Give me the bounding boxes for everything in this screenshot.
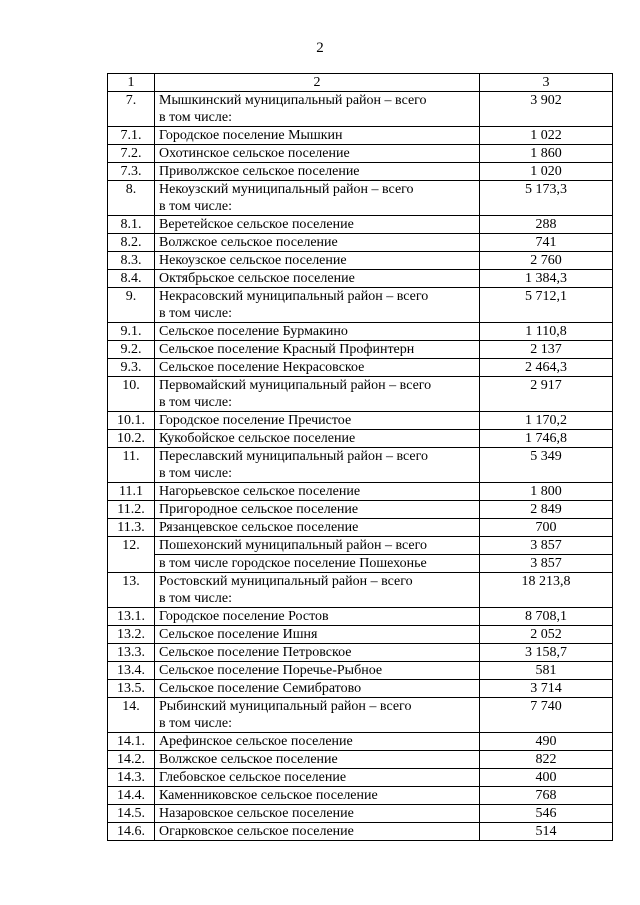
row-number: 14. xyxy=(108,698,155,733)
row-name xyxy=(155,145,480,163)
row-value: 18 213,8 xyxy=(480,573,613,608)
row-name xyxy=(155,127,480,145)
row-number: 14.5. xyxy=(108,805,155,823)
row-name-line: Волжское сельское поселение xyxy=(159,235,338,250)
table-row xyxy=(108,680,613,698)
row-number: 9.2. xyxy=(108,341,155,359)
row-number: 11.1 xyxy=(108,483,155,501)
row-number: 13.5. xyxy=(108,680,155,698)
row-number: 7.1. xyxy=(108,127,155,145)
row-name-line: Охотинское сельское поселение xyxy=(159,146,350,161)
table-row xyxy=(108,252,613,270)
row-name xyxy=(155,252,480,270)
table-row xyxy=(108,805,613,823)
table-row xyxy=(108,769,613,787)
table-row xyxy=(108,698,613,733)
row-value: 3 857 xyxy=(480,537,613,555)
row-number: 7.3. xyxy=(108,163,155,181)
row-name xyxy=(155,163,480,181)
row-name xyxy=(155,644,480,662)
table-row xyxy=(108,359,613,377)
row-name-line: Приволжское сельское поселение xyxy=(159,164,360,179)
row-name-line: в том числе: xyxy=(159,110,232,125)
row-name xyxy=(155,341,480,359)
row-value: 5 712,1 xyxy=(480,288,613,323)
row-name-line: в том числе: xyxy=(159,466,232,481)
row-value: 1 022 xyxy=(480,127,613,145)
row-value: 822 xyxy=(480,751,613,769)
row-number: 14.6. xyxy=(108,823,155,841)
header-col-3: 3 xyxy=(480,74,613,92)
row-name-line: Огарковское сельское поселение xyxy=(159,824,354,839)
row-value: 490 xyxy=(480,733,613,751)
row-name-line: Нагорьевское сельское поселение xyxy=(159,484,361,499)
row-name xyxy=(155,698,480,733)
header-col-1: 1 xyxy=(108,74,155,92)
row-number: 13. xyxy=(108,573,155,608)
row-name-line: Кукобойское сельское поселение xyxy=(159,431,356,446)
row-number: 12. xyxy=(108,537,155,573)
row-name xyxy=(155,92,480,127)
row-name xyxy=(155,377,480,412)
row-name-line: Арефинское сельское поселение xyxy=(159,734,353,749)
row-name-line: Сельское поселение Красный Профинтерн xyxy=(159,342,415,357)
row-value: 8 708,1 xyxy=(480,608,613,626)
row-name xyxy=(155,448,480,483)
row-name-line: Городское поселение Ростов xyxy=(159,609,329,624)
row-name xyxy=(155,216,480,234)
row-value: 400 xyxy=(480,769,613,787)
row-name xyxy=(155,323,480,341)
table-row xyxy=(108,92,613,127)
row-value: 2 464,3 xyxy=(480,359,613,377)
row-value: 5 173,3 xyxy=(480,181,613,216)
row-number: 13.1. xyxy=(108,608,155,626)
row-name-line: в том числе: xyxy=(159,199,232,214)
row-number: 13.3. xyxy=(108,644,155,662)
table-row xyxy=(108,644,613,662)
table-row xyxy=(108,519,613,537)
row-name xyxy=(155,680,480,698)
row-name xyxy=(155,823,480,841)
row-number: 7. xyxy=(108,92,155,127)
row-name-line: Мышкинский муниципальный район – всего xyxy=(159,93,427,108)
row-value: 3 902 xyxy=(480,92,613,127)
row-name-line: в том числе: xyxy=(159,395,232,410)
table-row xyxy=(108,288,613,323)
row-number: 7.2. xyxy=(108,145,155,163)
table-row xyxy=(108,234,613,252)
row-value: 1 384,3 xyxy=(480,270,613,288)
row-name-line: Некрасовский муниципальный район – всего xyxy=(159,289,429,304)
row-value: 741 xyxy=(480,234,613,252)
row-value: 1 170,2 xyxy=(480,412,613,430)
row-number: 9.3. xyxy=(108,359,155,377)
row-name-line: Некоузский муниципальный район – всего xyxy=(159,182,414,197)
row-name xyxy=(155,733,480,751)
table-row xyxy=(108,733,613,751)
row-value: 1 020 xyxy=(480,163,613,181)
row-number: 14.1. xyxy=(108,733,155,751)
table-row xyxy=(108,555,613,573)
row-name-line: Городское поселение Пречистое xyxy=(159,413,352,428)
row-name-line: Глебовское сельское поселение xyxy=(159,770,347,785)
row-number: 14.3. xyxy=(108,769,155,787)
row-name xyxy=(155,805,480,823)
row-name xyxy=(155,483,480,501)
row-value: 514 xyxy=(480,823,613,841)
row-number: 13.4. xyxy=(108,662,155,680)
row-value: 288 xyxy=(480,216,613,234)
table-row xyxy=(108,573,613,608)
row-value: 5 349 xyxy=(480,448,613,483)
row-value: 1 860 xyxy=(480,145,613,163)
row-name: в том числе городское поселение Пошехонье xyxy=(155,555,480,573)
row-name xyxy=(155,430,480,448)
row-name-line: в том числе: xyxy=(159,716,232,731)
row-value: 546 xyxy=(480,805,613,823)
table-row xyxy=(108,662,613,680)
table-row xyxy=(108,626,613,644)
row-name xyxy=(155,359,480,377)
row-name-line: Городское поселение Мышкин xyxy=(159,128,343,143)
row-value: 3 714 xyxy=(480,680,613,698)
row-value: 2 052 xyxy=(480,626,613,644)
row-name-line: Сельское поселение Поречье-Рыбное xyxy=(159,663,383,678)
row-number: 11.2. xyxy=(108,501,155,519)
row-number: 8.2. xyxy=(108,234,155,252)
row-number: 10.2. xyxy=(108,430,155,448)
table-row xyxy=(108,163,613,181)
row-name xyxy=(155,662,480,680)
row-number: 9. xyxy=(108,288,155,323)
table-row xyxy=(108,216,613,234)
page-number: 2 xyxy=(316,40,324,56)
row-number: 10. xyxy=(108,377,155,412)
row-name xyxy=(155,573,480,608)
row-number: 13.2. xyxy=(108,626,155,644)
row-name xyxy=(155,769,480,787)
row-value: 1 746,8 xyxy=(480,430,613,448)
table-row xyxy=(108,537,613,555)
row-name-line: Октябрьское сельское поселение xyxy=(159,271,355,286)
row-name xyxy=(155,787,480,805)
table-row xyxy=(108,341,613,359)
table-row xyxy=(108,751,613,769)
row-number: 14.4. xyxy=(108,787,155,805)
row-name xyxy=(155,751,480,769)
row-value: 1 800 xyxy=(480,483,613,501)
row-value: 1 110,8 xyxy=(480,323,613,341)
row-name xyxy=(155,270,480,288)
row-name-line: Веретейское сельское поселение xyxy=(159,217,354,232)
row-name-line: Переславский муниципальный район – всего xyxy=(159,449,428,464)
row-number: 14.2. xyxy=(108,751,155,769)
table-row xyxy=(108,412,613,430)
row-name xyxy=(155,181,480,216)
row-name-line: Рязанцевское сельское поселение xyxy=(159,520,359,535)
row-value: 700 xyxy=(480,519,613,537)
row-name-line: Назаровское сельское поселение xyxy=(159,806,354,821)
table-row xyxy=(108,181,613,216)
row-name-line: Первомайский муниципальный район – всего xyxy=(159,378,432,393)
row-value: 2 137 xyxy=(480,341,613,359)
row-name-line: Сельское поселение Петровское xyxy=(159,645,352,660)
table-row xyxy=(108,787,613,805)
table-row xyxy=(108,501,613,519)
row-name-line: Пригородное сельское поселение xyxy=(159,502,359,517)
table-row xyxy=(108,323,613,341)
table-row xyxy=(108,145,613,163)
row-name xyxy=(155,412,480,430)
row-name-line: Каменниковское сельское поселение xyxy=(159,788,378,803)
row-name-line: Сельское поселение Семибратово xyxy=(159,681,362,696)
row-name-line: Сельское поселение Бурмакино xyxy=(159,324,348,339)
table-row xyxy=(108,608,613,626)
row-name xyxy=(155,608,480,626)
row-name xyxy=(155,501,480,519)
row-value: 3 158,7 xyxy=(480,644,613,662)
row-name-line: в том числе: xyxy=(159,591,232,606)
table-row xyxy=(108,823,613,841)
row-name-line: Некоузское сельское поселение xyxy=(159,253,347,268)
header-col-2: 2 xyxy=(155,74,480,92)
row-name-line: Сельское поселение Ишня xyxy=(159,627,318,642)
row-name xyxy=(155,519,480,537)
table-row xyxy=(108,377,613,412)
table-row xyxy=(108,127,613,145)
row-value: 768 xyxy=(480,787,613,805)
row-name-line: Сельское поселение Некрасовское xyxy=(159,360,365,375)
row-name xyxy=(155,234,480,252)
row-number: 8. xyxy=(108,181,155,216)
row-name: Пошехонский муниципальный район – всего xyxy=(155,537,480,555)
row-value: 2 849 xyxy=(480,501,613,519)
row-value: 2 760 xyxy=(480,252,613,270)
row-value: 581 xyxy=(480,662,613,680)
row-name-line: Ростовский муниципальный район – всего xyxy=(159,574,413,589)
table-header-row xyxy=(108,74,613,92)
allocation-table xyxy=(107,73,613,841)
table-row xyxy=(108,430,613,448)
row-number: 11.3. xyxy=(108,519,155,537)
row-number: 8.4. xyxy=(108,270,155,288)
row-value: 2 917 xyxy=(480,377,613,412)
table-row xyxy=(108,483,613,501)
table-row xyxy=(108,448,613,483)
row-name xyxy=(155,626,480,644)
row-number: 8.1. xyxy=(108,216,155,234)
row-name-line: в том числе: xyxy=(159,306,232,321)
row-number: 11. xyxy=(108,448,155,483)
row-name-line: Рыбинский муниципальный район – всего xyxy=(159,699,412,714)
row-value: 3 857 xyxy=(480,555,613,573)
row-number: 8.3. xyxy=(108,252,155,270)
table-row xyxy=(108,270,613,288)
row-name xyxy=(155,288,480,323)
row-number: 9.1. xyxy=(108,323,155,341)
row-name-line: Волжское сельское поселение xyxy=(159,752,338,767)
row-number: 10.1. xyxy=(108,412,155,430)
row-value: 7 740 xyxy=(480,698,613,733)
